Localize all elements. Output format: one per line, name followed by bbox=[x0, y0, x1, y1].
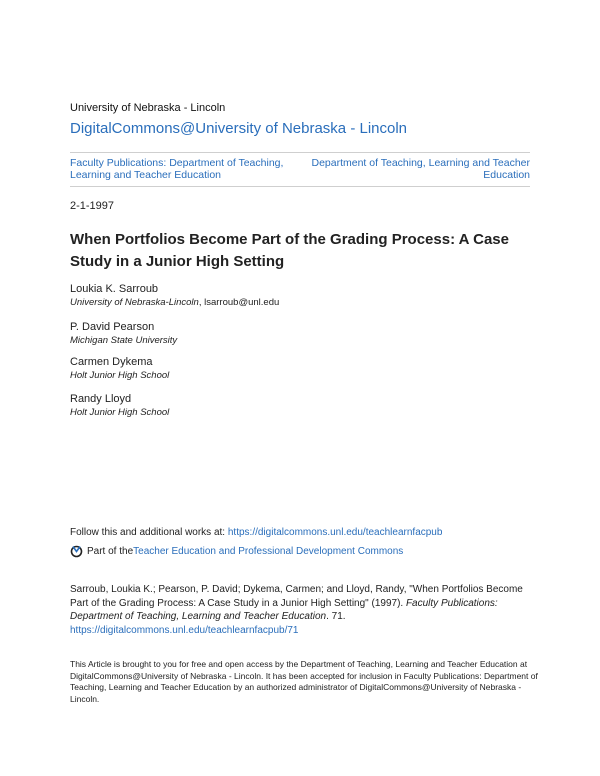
open-access-icon bbox=[70, 545, 83, 558]
series-link-department[interactable]: Department of Teaching, Learning and Teacher Education bbox=[311, 157, 530, 181]
citation-number: . 71. bbox=[326, 611, 346, 622]
part-of-text: Part of the bbox=[87, 546, 134, 557]
part-of-line bbox=[70, 545, 403, 558]
article-title: When Portfolios Become Part of the Grading Process: A Case Study in a Junior High Setting bbox=[70, 231, 509, 270]
author-name: P. David Pearson bbox=[70, 321, 155, 333]
citation-block bbox=[70, 583, 540, 637]
publication-date: 2-1-1997 bbox=[70, 200, 115, 212]
author-affiliation: Holt Junior High School bbox=[70, 407, 170, 418]
author-affiliation: University of Nebraska-Lincoln, lsarroub@unl.edu bbox=[70, 297, 280, 308]
author-affiliation: Michigan State University bbox=[70, 335, 178, 346]
citation-series: Faculty Publications: Department of Teaching, Learning and Teacher Education bbox=[70, 597, 498, 622]
institution-name: University of Nebraska - Lincoln bbox=[70, 102, 226, 114]
follow-line bbox=[70, 527, 442, 538]
access-statement: This Article is brought to you for free and open access by the Department of Teaching, Learning and Teacher Education at DigitalCommons@University of Nebraska - Lincoln. It has been accepted for inclusion in Faculty Publications: Department of Teaching, Learning and Teacher Education by an authorized administrator of DigitalCommons@University of Nebraska - Lincoln. bbox=[70, 659, 538, 704]
author-name: Loukia K. Sarroub bbox=[70, 283, 159, 295]
commons-link[interactable]: Teacher Education and Professional Development Commons bbox=[133, 546, 404, 557]
series-link-faculty-publications[interactable]: Faculty Publications: Department of Teaching, Learning and Teacher Education bbox=[70, 157, 284, 181]
divider-top bbox=[70, 152, 530, 153]
author-name: Carmen Dykema bbox=[70, 356, 153, 368]
divider-bottom bbox=[70, 186, 530, 187]
author-affiliation: Holt Junior High School bbox=[70, 370, 170, 381]
follow-text: Follow this and additional works at: bbox=[70, 527, 228, 538]
repository-link[interactable]: DigitalCommons@University of Nebraska - Lincoln bbox=[70, 120, 408, 137]
follow-url-link[interactable]: https://digitalcommons.unl.edu/teachlearnfacpub bbox=[227, 527, 443, 538]
author-name: Randy Lloyd bbox=[70, 393, 132, 405]
citation-url-link[interactable]: https://digitalcommons.unl.edu/teachlearnfacpub/71 bbox=[70, 624, 299, 636]
author-email[interactable]: , lsarroub@unl.edu bbox=[198, 297, 280, 308]
citation-text: Sarroub, Loukia K.; Pearson, P. David; Dykema, Carmen; and Lloyd, Randy, "When Portfolios Become Part of the Grading Process: A Case Study in a Junior High Setting" (1997). bbox=[70, 584, 523, 609]
